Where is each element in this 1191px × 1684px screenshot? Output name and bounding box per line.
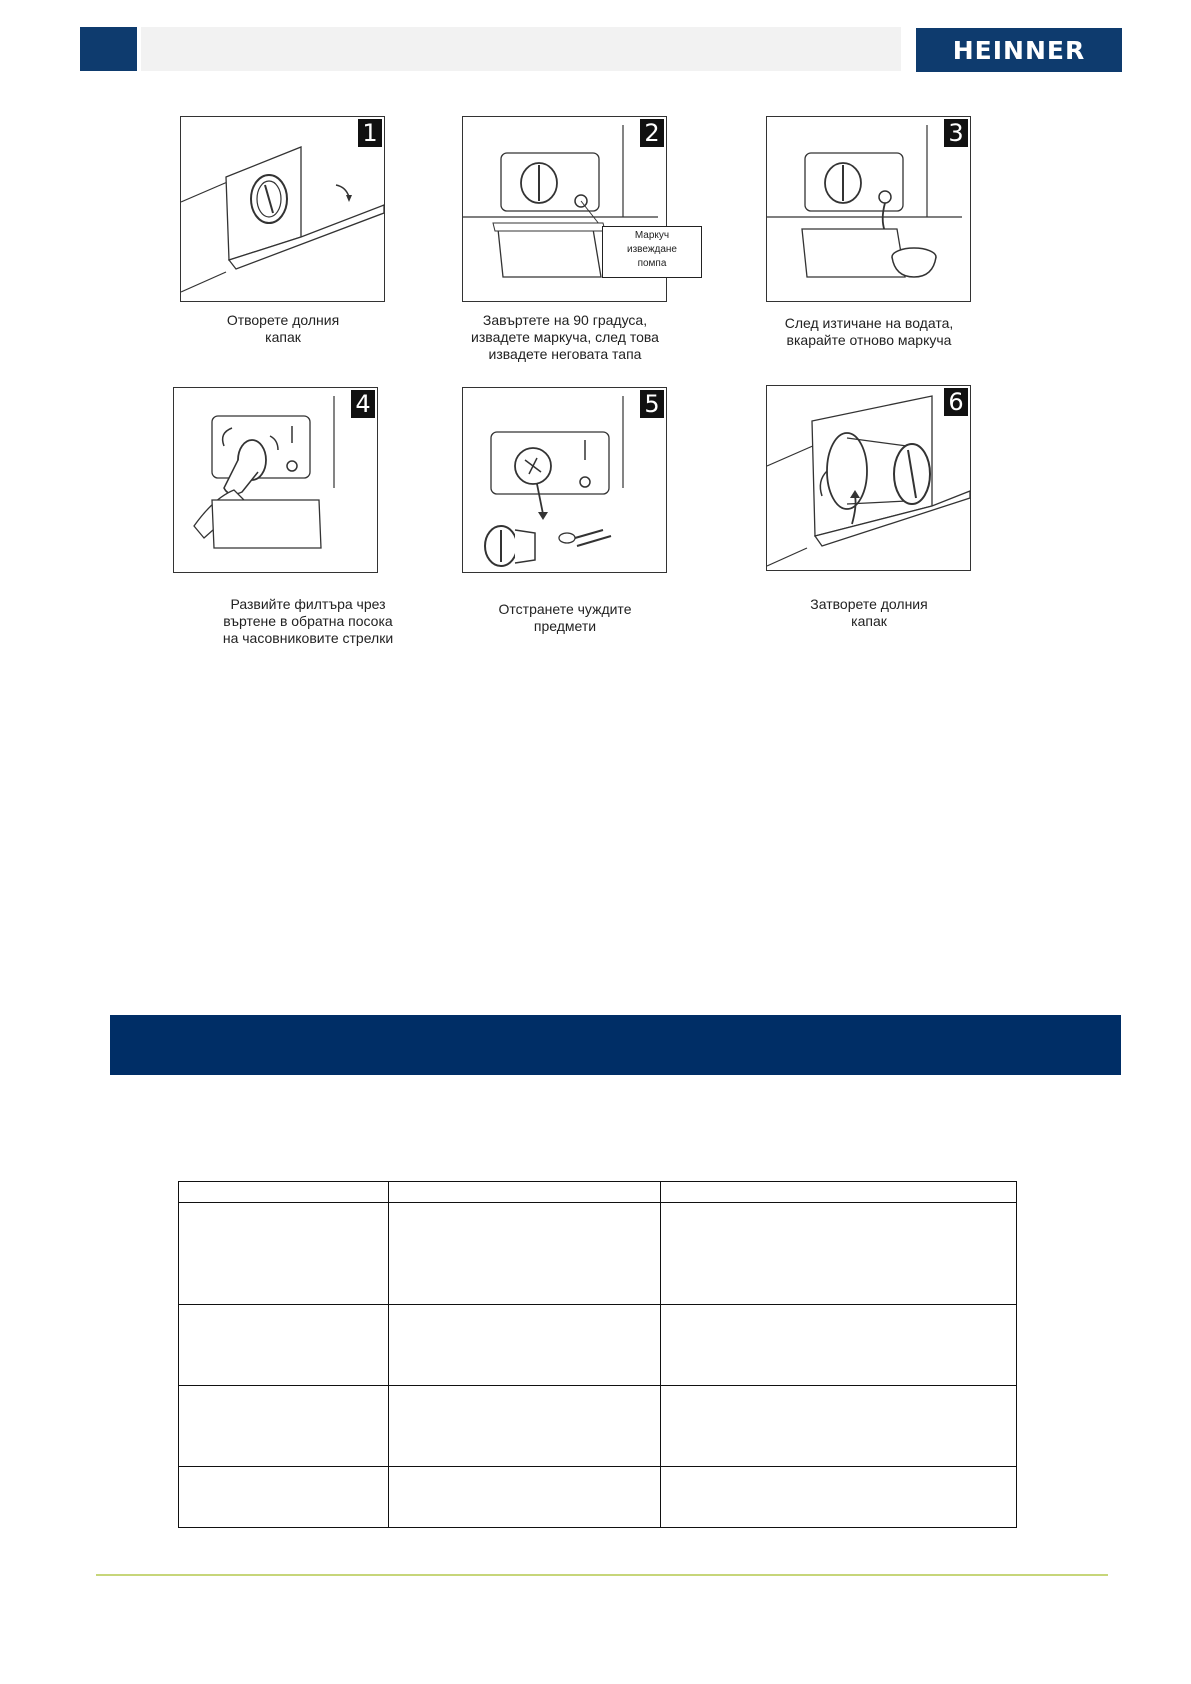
table-row (179, 1467, 1017, 1528)
brand-logo (916, 28, 1122, 72)
table-cell (661, 1305, 1017, 1386)
caption-line: Отворете долния (226, 312, 340, 328)
troubleshooting-table (178, 1181, 1017, 1528)
table-cell (179, 1182, 389, 1203)
caption-line: на часовниковите стрелки (222, 630, 394, 646)
caption-line: Затворете долния (810, 596, 928, 612)
table-header-row (179, 1182, 1017, 1203)
step-number: 6 (944, 388, 968, 416)
table-cell (389, 1467, 661, 1528)
footer-divider (96, 1574, 1108, 1576)
caption-line: Завъртете на 90 градуса, (482, 312, 648, 328)
header-square (80, 27, 137, 71)
caption-line: капак (265, 329, 301, 345)
step-number: 2 (640, 119, 664, 147)
caption-line: Развийте филтъра чрез (230, 596, 386, 612)
step-1-illustration (180, 116, 385, 302)
step-1-caption (168, 312, 398, 346)
step-number: 5 (640, 390, 664, 418)
caption-line: извадете неговата тапа (488, 346, 642, 362)
step-6-illustration (766, 385, 971, 571)
step-5-illustration (462, 387, 667, 573)
table-cell (661, 1386, 1017, 1467)
caption-line: извадете маркуча, след това (471, 329, 659, 345)
tag-line: помпа (637, 258, 667, 269)
table-cell (661, 1467, 1017, 1528)
step-number: 3 (944, 119, 968, 147)
table-cell (661, 1203, 1017, 1305)
tag-line: извеждане (627, 244, 677, 255)
table-row (179, 1386, 1017, 1467)
logo-text: HEINNER (952, 35, 1086, 65)
caption-line: Отстранете чуждите (498, 601, 632, 617)
foreign-objects-icon (463, 388, 668, 574)
caption-line: предмети (533, 618, 597, 634)
close-lower-cover-icon (767, 386, 972, 572)
pump-hose-label (602, 226, 702, 278)
table-cell (389, 1305, 661, 1386)
tag-line: Маркуч (634, 230, 670, 241)
table-cell (389, 1203, 661, 1305)
table-cell (661, 1182, 1017, 1203)
step-2-caption (450, 312, 680, 363)
step-5-caption (450, 601, 680, 635)
table-cell (389, 1182, 661, 1203)
step-number: 1 (358, 119, 382, 147)
table-cell (389, 1386, 661, 1467)
step-4-caption (193, 596, 423, 647)
caption-line: вкарайте отново маркуча (786, 332, 952, 348)
caption-line: въртене в обратна посока (223, 613, 393, 629)
step-4-illustration (173, 387, 378, 573)
step-3-caption (754, 315, 984, 349)
table-cell (179, 1203, 389, 1305)
caption-line: капак (851, 613, 887, 629)
step-number: 4 (351, 390, 375, 418)
unscrew-filter-hand-icon (174, 388, 379, 574)
table-row (179, 1203, 1017, 1305)
table-cell (179, 1305, 389, 1386)
step-3-illustration (766, 116, 971, 302)
table-row (179, 1305, 1017, 1386)
washer-filter-door-icon (181, 117, 386, 303)
caption-line: След изтичане на водата, (784, 315, 954, 331)
header-bar (141, 27, 901, 71)
step-6-caption (754, 596, 984, 630)
table-cell (179, 1386, 389, 1467)
section-header-band (110, 1015, 1121, 1075)
drain-bowl-icon (767, 117, 972, 303)
table-cell (179, 1467, 389, 1528)
